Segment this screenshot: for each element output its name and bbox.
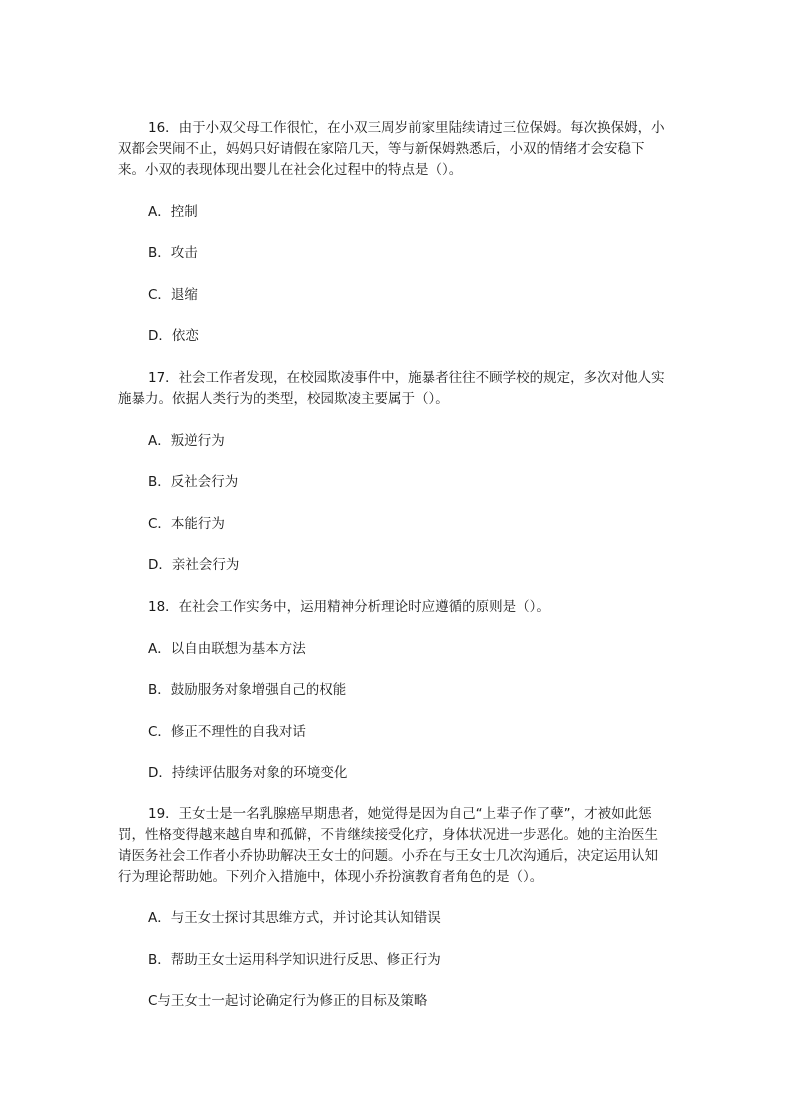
option-b: B．鼓励服务对象增强自己的权能 xyxy=(148,682,347,698)
option-b: B．攻击 xyxy=(148,245,198,261)
question-17 xyxy=(118,368,668,410)
option-b: B．帮助王女士运用科学知识进行反思、修正行为 xyxy=(148,952,441,968)
option-d: D．持续评估服务对象的环境变化 xyxy=(148,765,348,781)
question-stem: 18．在社会工作实务中，运用精神分析理论时应遵循的原则是（）。 xyxy=(148,599,550,615)
question-stem: 19．王女士是一名乳腺癌早期患者，她觉得是因为自己“上辈子作了孽”，才被如此惩罚，性格变得越来越自卑和孤僻，不肯继续接受化疗，身体状况进一步恶化。她的主治医生请医务社会工作者小乔协助解决王女士的问题。小乔在与王女士几次沟通后，决定运用认知行为理论帮助她。下列介入措施中，体现小乔扮演教育者角色的是（）。 xyxy=(118,806,658,885)
option-b: B．反社会行为 xyxy=(148,474,239,490)
option-c: C．修正不理性的自我对话 xyxy=(148,724,306,740)
option-c: C与王女士一起讨论确定行为修正的目标及策略 xyxy=(148,993,428,1009)
option-d: D．依恋 xyxy=(148,328,199,344)
question-stem: 16．由于小双父母工作很忙，在小双三周岁前家里陆续请过三位保姆。每次换保姆，小双都会哭闹不止，妈妈只好请假在家陪几天，等与新保姆熟悉后，小双的情绪才会安稳下来。小双的表现体现出婴儿在社会化过程中的特点是（）。 xyxy=(118,120,665,178)
option-a: A．与王女士探讨其思维方式，并讨论其认知错误 xyxy=(148,910,441,926)
question-stem: 17．社会工作者发现，在校园欺凌事件中，施暴者往往不顾学校的规定，多次对他人实施暴力。依据人类行为的类型，校园欺凌主要属于（）。 xyxy=(118,370,665,407)
option-a: A．叛逆行为 xyxy=(148,433,225,449)
option-d: D．亲社会行为 xyxy=(148,557,240,573)
option-a: A．控制 xyxy=(148,204,198,220)
option-c: C．本能行为 xyxy=(148,516,225,532)
question-16 xyxy=(118,118,668,181)
question-18 xyxy=(118,597,668,618)
option-a: A．以自由联想为基本方法 xyxy=(148,641,306,657)
question-19 xyxy=(118,804,668,888)
option-c: C．退缩 xyxy=(148,287,198,303)
